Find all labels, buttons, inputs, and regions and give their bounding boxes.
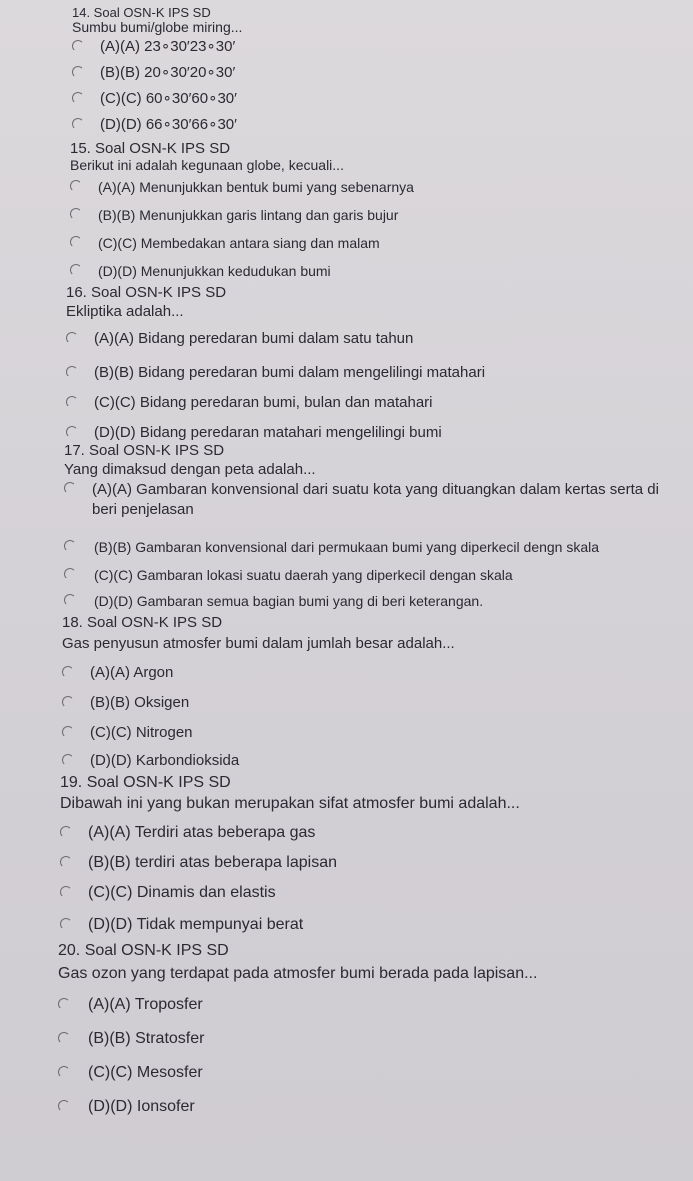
question-title: 16. Soal OSN-K IPS SD: [66, 284, 227, 301]
option-a[interactable]: [70, 178, 414, 196]
option-b[interactable]: [64, 538, 599, 556]
option-label: (A)(A) Terdiri atas beberapa gas: [88, 824, 316, 841]
option-label: (D)(D) Karbondioksida: [90, 752, 240, 769]
radio-button[interactable]: [70, 264, 82, 276]
question-text: Gas ozon yang terdapat pada atmosfer bumi berada pada lapisan...: [58, 965, 538, 982]
option-label: (B)(B) Menunjukkan garis lintang dan garis bujur: [98, 207, 399, 223]
option-a[interactable]: [60, 824, 315, 842]
radio-button[interactable]: [58, 1100, 70, 1112]
option-label: (D)(D) Menunjukkan kedudukan bumi: [98, 263, 331, 279]
option-c[interactable]: [72, 90, 237, 108]
option-b[interactable]: [60, 854, 337, 872]
radio-button[interactable]: [62, 696, 74, 708]
option-label: (A)(A) Argon: [90, 664, 174, 681]
question-text: Yang dimaksud dengan peta adalah...: [64, 461, 316, 478]
question-title: 14. Soal OSN-K IPS SD: [72, 5, 211, 20]
question-text: Sumbu bumi/globe miring...: [72, 19, 243, 35]
option-a[interactable]: [66, 330, 413, 348]
option-c[interactable]: [70, 234, 380, 252]
option-label: (C)(C) Nitrogen: [90, 724, 193, 741]
option-label: (B)(B) Oksigen: [90, 694, 190, 711]
radio-button[interactable]: [70, 236, 82, 248]
option-d[interactable]: [70, 262, 331, 280]
radio-button[interactable]: [70, 208, 82, 220]
option-label: (D)(D) Bidang peredaran matahari mengelilingi bumi: [94, 424, 442, 441]
option-label: (B)(B) terdiri atas beberapa lapisan: [88, 854, 338, 871]
option-label: (D)(D) Gambaran semua bagian bumi yang di beri keterangan.: [94, 593, 484, 609]
radio-button[interactable]: [66, 332, 78, 344]
option-d[interactable]: [62, 752, 239, 770]
option-c[interactable]: [60, 884, 276, 902]
option-d[interactable]: [66, 424, 442, 442]
option-label: (D)(D) Ionsofer: [88, 1098, 195, 1115]
option-b[interactable]: [72, 64, 235, 82]
radio-button[interactable]: [58, 998, 70, 1010]
question-text: Ekliptika adalah...: [66, 303, 184, 320]
radio-button[interactable]: [66, 396, 78, 408]
option-b[interactable]: [66, 364, 485, 382]
radio-button[interactable]: [64, 568, 76, 580]
option-c[interactable]: [66, 394, 433, 412]
question-text: Dibawah ini yang bukan merupakan sifat atmosfer bumi adalah...: [60, 795, 520, 812]
radio-button[interactable]: [62, 666, 74, 678]
radio-button[interactable]: [72, 92, 84, 104]
option-d[interactable]: [72, 116, 237, 134]
option-label: (C)(C) Bidang peredaran bumi, bulan dan matahari: [94, 394, 433, 411]
radio-button[interactable]: [64, 594, 76, 606]
radio-button[interactable]: [64, 540, 76, 552]
option-d[interactable]: [58, 1098, 195, 1116]
radio-button[interactable]: [72, 118, 84, 130]
option-b[interactable]: [62, 694, 189, 712]
radio-button[interactable]: [72, 40, 84, 52]
option-b[interactable]: [70, 206, 398, 224]
radio-button[interactable]: [62, 726, 74, 738]
option-b[interactable]: [58, 1030, 204, 1048]
question-title: 20. Soal OSN-K IPS SD: [58, 942, 229, 959]
option-c[interactable]: [58, 1064, 203, 1082]
radio-button[interactable]: [72, 66, 84, 78]
option-a[interactable]: [62, 664, 173, 682]
option-d[interactable]: [60, 916, 303, 934]
option-label: (C)(C) Dinamis dan elastis: [88, 884, 276, 901]
option-label: (A)(A) 23∘30′23∘30′: [100, 38, 236, 55]
option-label: (A)(A) Menunjukkan bentuk bumi yang sebenarnya: [98, 179, 414, 195]
radio-button[interactable]: [58, 1066, 70, 1078]
option-label: (C)(C) 60∘30′60∘30′: [100, 90, 237, 107]
question-text: Berikut ini adalah kegunaan globe, kecuali...: [70, 157, 344, 173]
radio-button[interactable]: [60, 856, 72, 868]
option-a[interactable]: [64, 480, 685, 520]
option-d[interactable]: [64, 592, 483, 610]
option-label: (B)(B) Stratosfer: [88, 1030, 205, 1047]
question-text: Gas penyusun atmosfer bumi dalam jumlah besar adalah...: [62, 635, 455, 652]
option-a[interactable]: [72, 38, 235, 56]
option-label: (A)(A) Gambaran konvensional dari suatu kota yang dituangkan dalam kertas serta di beri penjelasan: [92, 481, 659, 518]
question-title: 18. Soal OSN-K IPS SD: [62, 614, 223, 631]
radio-button[interactable]: [60, 886, 72, 898]
option-c[interactable]: [64, 566, 513, 584]
option-label: (B)(B) 20∘30′20∘30′: [100, 64, 236, 81]
radio-button[interactable]: [66, 366, 78, 378]
radio-button[interactable]: [66, 426, 78, 438]
question-title: 19. Soal OSN-K IPS SD: [60, 774, 231, 791]
option-label: (B)(B) Gambaran konvensional dari permukaan bumi yang diperkecil dengn skala: [94, 539, 600, 555]
radio-button[interactable]: [64, 482, 76, 494]
option-label: (C)(C) Mesosfer: [88, 1064, 203, 1081]
option-label: (A)(A) Bidang peredaran bumi dalam satu tahun: [94, 330, 414, 347]
radio-button[interactable]: [70, 180, 82, 192]
radio-button[interactable]: [60, 826, 72, 838]
option-a[interactable]: [58, 996, 203, 1014]
radio-button[interactable]: [62, 754, 74, 766]
radio-button[interactable]: [58, 1032, 70, 1044]
option-label: (D)(D) Tidak mempunyai berat: [88, 916, 304, 933]
option-label: (C)(C) Gambaran lokasi suatu daerah yang diperkecil dengan skala: [94, 567, 513, 583]
option-label: (A)(A) Troposfer: [88, 996, 203, 1013]
question-title: 17. Soal OSN-K IPS SD: [64, 442, 225, 459]
question-title: 15. Soal OSN-K IPS SD: [70, 140, 231, 157]
option-c[interactable]: [62, 724, 193, 742]
option-label: (D)(D) 66∘30′66∘30′: [100, 116, 237, 133]
option-label: (C)(C) Membedakan antara siang dan malam: [98, 235, 380, 251]
option-label: (B)(B) Bidang peredaran bumi dalam mengelilingi matahari: [94, 364, 486, 381]
radio-button[interactable]: [60, 918, 72, 930]
